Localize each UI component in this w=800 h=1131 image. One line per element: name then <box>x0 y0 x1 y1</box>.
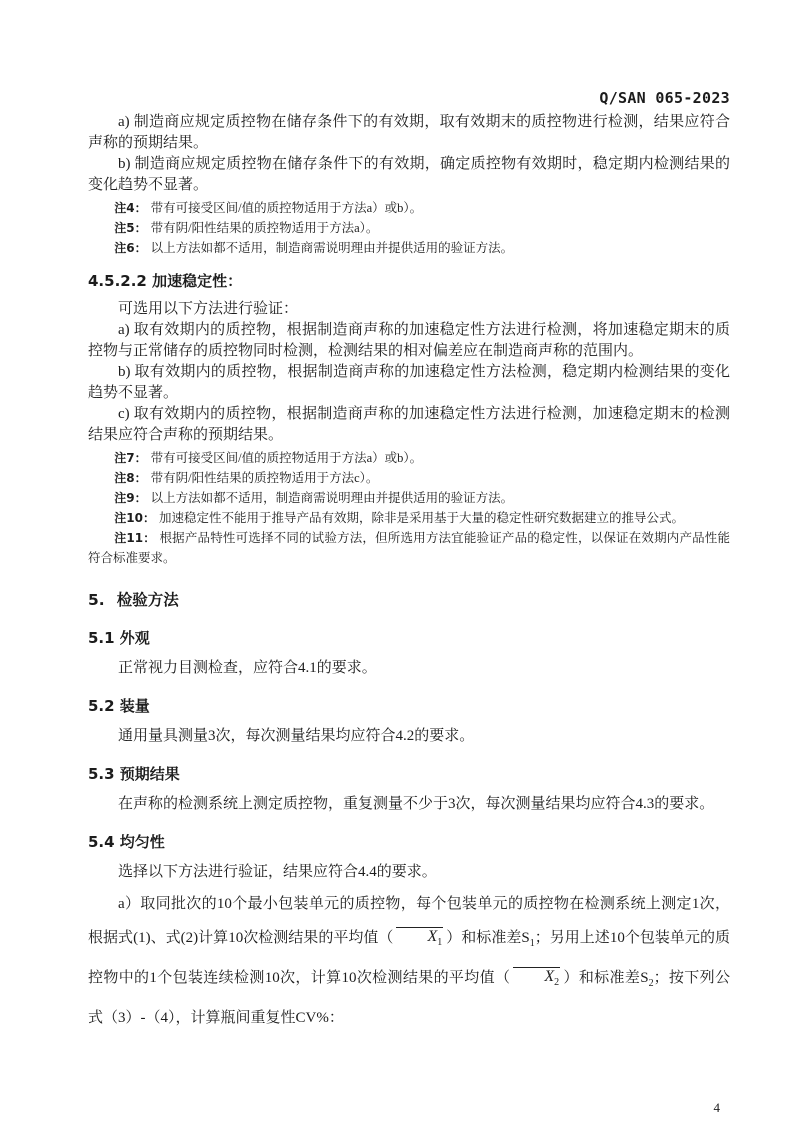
page-number: 4 <box>713 1100 720 1115</box>
note-6-label: 注6： <box>114 241 147 255</box>
section-5-title: 检验方法 <box>116 591 179 609</box>
note-6-text: 以上方法如都不适用，制造商需说明理由并提供适用的验证方法。 <box>150 241 514 255</box>
note-10 <box>88 508 730 528</box>
heading-accelerated-stability: 4.5.2.2 加速稳定性： <box>88 272 243 290</box>
storage-stability-item-b: b) 制造商应规定质控物在储存条件下的有效期，确定质控物有效期时，稳定期内检测结果的变化趋势不显著。 <box>88 156 730 193</box>
xbar1-symbol <box>396 927 443 949</box>
s2-subscript: 2 <box>648 978 654 989</box>
accelerated-stability-notes <box>88 448 730 568</box>
accelerated-item-a: a) 取有效期内的质控物，根据制造商声称的加速稳定性方法进行检测，将加速稳定期末的质控物与正常储存的质控物同时检测，检测结果的相对偏差应在制造商声称的范围内。 <box>88 322 730 359</box>
s1-subscript: 1 <box>529 938 535 949</box>
note-5 <box>88 218 730 238</box>
xbar1-subscript: 1 <box>437 937 443 949</box>
note-9-label: 注9： <box>114 491 147 505</box>
note-8 <box>88 468 730 488</box>
doc-code-header: Q/SAN 065-2023 <box>599 89 730 107</box>
uniformity-method-a-paragraph <box>88 887 730 1035</box>
heading-5-2-fill-volume: 5.2 装量 <box>88 697 150 715</box>
note-9-text: 以上方法如都不适用，制造商需说明理由并提供适用的验证方法。 <box>150 491 514 505</box>
accelerated-item-c: c) 取有效期内的质控物，根据制造商声称的加速稳定性方法进行检测，加速稳定期末的检测结果应符合声称的预期结果。 <box>88 406 730 443</box>
uniformity-seg3: ；另用上述10个包装单元的质控物中的1个包装连续检测10次，计算10次检测结果的平均值（ <box>88 930 730 986</box>
xbar2-base: X <box>544 968 555 985</box>
uniformity-seg5: ；按下列公式（3）-（4），计算瓶间重复性CV%： <box>88 970 730 1026</box>
body-5-4-intro: 选择以下方法进行验证，结果应符合4.4的要求。 <box>118 864 437 880</box>
xbar2-subscript: 2 <box>554 977 560 989</box>
note-11-text: 根据产品特性可选择不同的试验方法，但所选用方法宜能验证产品的稳定性，以保证在效期内产品性能符合标准要求。 <box>88 531 730 565</box>
note-10-label: 注10： <box>114 511 155 525</box>
accelerated-intro: 可选用以下方法进行验证： <box>118 301 299 317</box>
note-4-label: 注4： <box>114 201 147 215</box>
note-11-label: 注11： <box>114 531 156 545</box>
body-5-3: 在声称的检测系统上测定质控物，重复测量不少于3次，每次测量结果均应符合4.3的要求。 <box>118 796 715 812</box>
note-9 <box>88 488 730 508</box>
note-6 <box>88 238 730 258</box>
note-4 <box>88 198 730 218</box>
heading-section-5 <box>88 590 730 611</box>
note-7 <box>88 448 730 468</box>
xbar2-symbol <box>513 967 560 989</box>
body-5-1: 正常视力目测检查，应符合4.1的要求。 <box>118 660 377 676</box>
section-5-number: 5. <box>88 591 105 609</box>
storage-stability-item-a: a) 制造商应规定质控物在储存条件下的有效期，取有效期末的质控物进行检测，结果应符合声称的预期结果。 <box>88 114 730 151</box>
note-7-label: 注7： <box>114 451 147 465</box>
note-8-text: 带有阴/阳性结果的质控物适用于方法c）。 <box>150 471 379 485</box>
uniformity-seg4: ）和标准差S <box>563 970 649 986</box>
note-5-label: 注5： <box>114 221 147 235</box>
note-8-label: 注8： <box>114 471 147 485</box>
note-7-text: 带有可接受区间/值的质控物适用于方法a）或b）。 <box>150 451 423 465</box>
storage-stability-notes <box>88 198 730 258</box>
note-5-text: 带有阴/阳性结果的质控物适用于方法a）。 <box>150 221 379 235</box>
accelerated-item-b: b) 取有效期内的质控物，根据制造商声称的加速稳定性方法检测，稳定期内检测结果的变化趋势不显著。 <box>88 364 730 401</box>
uniformity-seg2: ）和标准差S <box>446 930 530 946</box>
body-5-2: 通用量具测量3次，每次测量结果均应符合4.2的要求。 <box>118 728 475 744</box>
heading-5-3-expected-results: 5.3 预期结果 <box>88 765 180 783</box>
heading-5-1-appearance: 5.1 外观 <box>88 629 150 647</box>
note-10-text: 加速稳定性不能用于推导产品有效期，除非是采用基于大量的稳定性研究数据建立的推导公式。 <box>158 511 684 525</box>
note-11 <box>88 528 730 568</box>
note-4-text: 带有可接受区间/值的质控物适用于方法a）或b）。 <box>150 201 423 215</box>
uniformity-seg1: a）取同批次的10个最小包装单元的质控物，每个包装单元的质控物在检测系统上测定1次，根据式(1)、式(2)计算10次检测结果的平均值（ <box>88 896 730 946</box>
heading-5-4-uniformity: 5.4 均匀性 <box>88 833 165 851</box>
xbar1-base: X <box>427 928 438 945</box>
